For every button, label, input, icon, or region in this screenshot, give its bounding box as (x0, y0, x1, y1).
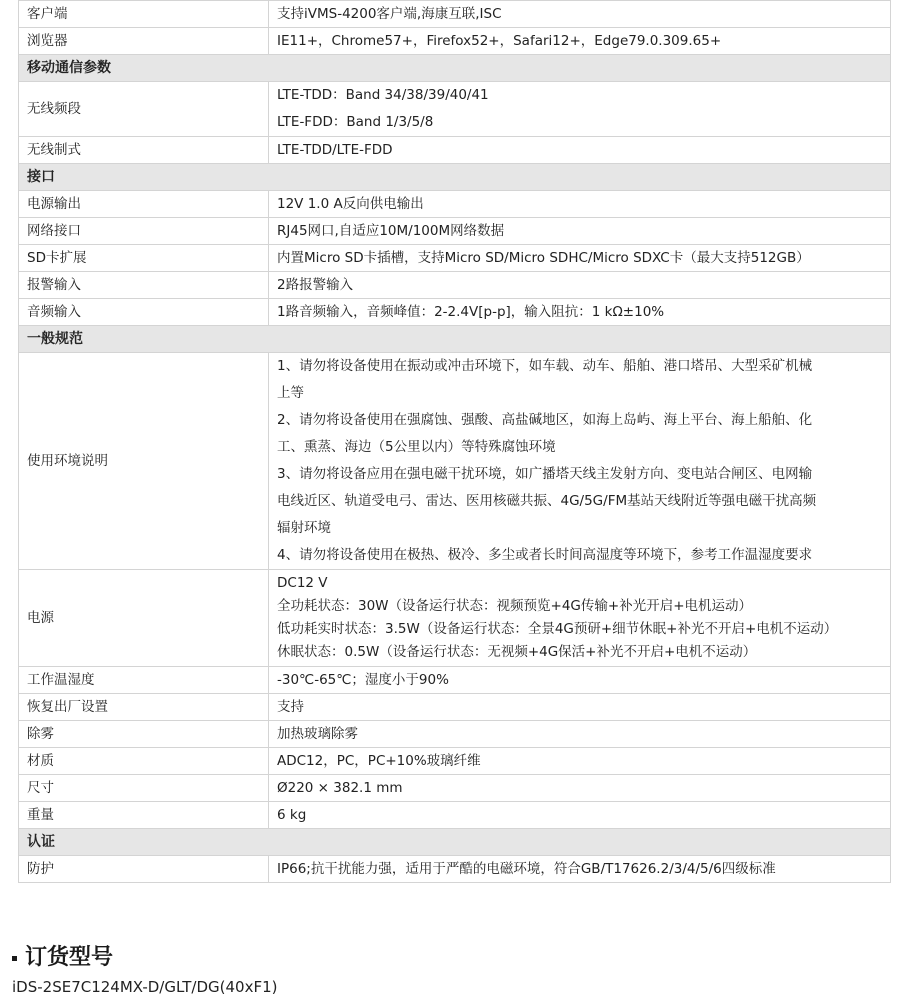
spec-value-line: 休眠状态：0.5W（设备运行状态：无视频+4G保活+补光不开启+电机不运动） (277, 644, 757, 660)
spec-value-line: 工、熏蒸、海边（5公里以内）等特殊腐蚀环境 (277, 439, 556, 455)
spec-value-line: 3、请勿将设备应用在强电磁干扰环境，如广播塔天线主发射方向、变电站合闸区、电网输 (277, 466, 813, 482)
spec-table (18, 0, 891, 883)
order-heading (12, 942, 277, 974)
spec-value-line: 电线近区、轨道受电弓、雷达、医用核磁共振、4G/5G/FM基站天线附近等强电磁干扰高频 (277, 493, 817, 509)
spec-row-weight (19, 802, 891, 829)
spec-row-reset (19, 694, 891, 721)
spec-value: IE11+，Chrome57+，Firefox52+，Safari12+，Edge79.0.309.65+ (269, 28, 891, 55)
spec-label: 音频输入 (19, 299, 269, 326)
spec-value-line: 1、请勿将设备使用在振动或冲击环境下，如车载、动车、船舶、港口塔吊、大型采矿机械 (277, 358, 813, 374)
spec-value-line: 上等 (277, 385, 304, 401)
spec-label: 尺寸 (19, 775, 269, 802)
spec-value (269, 82, 891, 137)
spec-value-line: 2、请勿将设备使用在强腐蚀、强酸、高盐碱地区，如海上岛屿、海上平台、海上船舶、化 (277, 412, 813, 428)
spec-label: 使用环境说明 (19, 353, 269, 570)
spec-label: 网络接口 (19, 218, 269, 245)
spec-label: 无线频段 (19, 82, 269, 137)
order-model: iDS-2SE7C124MX-D/GLT/DG(40xF1) (12, 978, 278, 996)
spec-value: Ø220 × 382.1 mm (269, 775, 891, 802)
spec-row-browser (19, 28, 891, 55)
spec-label: SD卡扩展 (19, 245, 269, 272)
spec-row-temp (19, 667, 891, 694)
spec-value (269, 570, 891, 667)
section-header-mobile (19, 55, 891, 82)
spec-row-material (19, 748, 891, 775)
spec-row-standard (19, 137, 891, 164)
spec-value: 2路报警输入 (269, 272, 891, 299)
spec-label: 电源 (19, 570, 269, 667)
spec-value-line: 4、请勿将设备使用在极热、极冷、多尘或者长时间高湿度等环境下，参考工作温湿度要求 (277, 547, 813, 563)
spec-label: 恢复出厂设置 (19, 694, 269, 721)
spec-row-alarm-in (19, 272, 891, 299)
section-title: 接口 (19, 164, 891, 191)
spec-value-line: LTE-TDD：Band 34/38/39/40/41 (277, 87, 489, 103)
spec-row-audio-in (19, 299, 891, 326)
spec-row-bands (19, 82, 891, 137)
section-title: 一般规范 (19, 326, 891, 353)
spec-value (269, 353, 891, 570)
spec-row-protection (19, 856, 891, 883)
spec-value: 1路音频输入，音频峰值：2-2.4V[p-p]，输入阻抗：1 kΩ±10% (269, 299, 891, 326)
spec-label: 重量 (19, 802, 269, 829)
spec-label: 无线制式 (19, 137, 269, 164)
spec-value-line: DC12 V (277, 575, 328, 591)
spec-row-client (19, 1, 891, 28)
spec-value-line: 全功耗状态：30W（设备运行状态：视频预览+4G传输+补光开启+电机运动） (277, 598, 753, 614)
spec-label: 工作温湿度 (19, 667, 269, 694)
spec-value: 6 kg (269, 802, 891, 829)
spec-label: 浏览器 (19, 28, 269, 55)
spec-row-sd (19, 245, 891, 272)
order-section (12, 942, 277, 998)
section-header-cert (19, 829, 891, 856)
spec-label: 报警输入 (19, 272, 269, 299)
spec-value: LTE-TDD/LTE-FDD (269, 137, 891, 164)
spec-value-line: 低功耗实时状态：3.5W（设备运行状态：全景4G预研+细节休眠+补光不开启+电机不运动） (277, 621, 838, 637)
spec-value: -30℃-65℃；湿度小于90% (269, 667, 891, 694)
spec-value: 内置Micro SD卡插槽，支持Micro SD/Micro SDHC/Micro SDXC卡（最大支持512GB） (269, 245, 891, 272)
section-title: 认证 (19, 829, 891, 856)
section-title: 移动通信参数 (19, 55, 891, 82)
spec-row-power (19, 570, 891, 667)
spec-row-power-out (19, 191, 891, 218)
spec-label: 电源输出 (19, 191, 269, 218)
spec-value: RJ45网口,自适应10M/100M网络数据 (269, 218, 891, 245)
spec-value: 12V 1.0 A反向供电输出 (269, 191, 891, 218)
spec-label: 防护 (19, 856, 269, 883)
spec-value: 支持 (269, 694, 891, 721)
spec-row-defog (19, 721, 891, 748)
spec-value: 加热玻璃除雾 (269, 721, 891, 748)
spec-row-environment (19, 353, 891, 570)
spec-value-line: 辐射环境 (277, 520, 331, 536)
spec-label: 材质 (19, 748, 269, 775)
section-header-interface (19, 164, 891, 191)
spec-label: 客户端 (19, 1, 269, 28)
order-heading-text: 订货型号 (25, 945, 114, 970)
spec-value: IP66;抗干扰能力强，适用于严酷的电磁环境，符合GB/T17626.2/3/4/5/6四级标准 (269, 856, 891, 883)
spec-row-network (19, 218, 891, 245)
section-header-general (19, 326, 891, 353)
bullet-icon (12, 956, 17, 961)
spec-value-line: LTE-FDD：Band 1/3/5/8 (277, 114, 434, 130)
spec-row-size (19, 775, 891, 802)
spec-value: ADC12，PC，PC+10%玻璃纤维 (269, 748, 891, 775)
spec-value: 支持iVMS-4200客户端,海康互联,ISC (269, 1, 891, 28)
spec-label: 除雾 (19, 721, 269, 748)
